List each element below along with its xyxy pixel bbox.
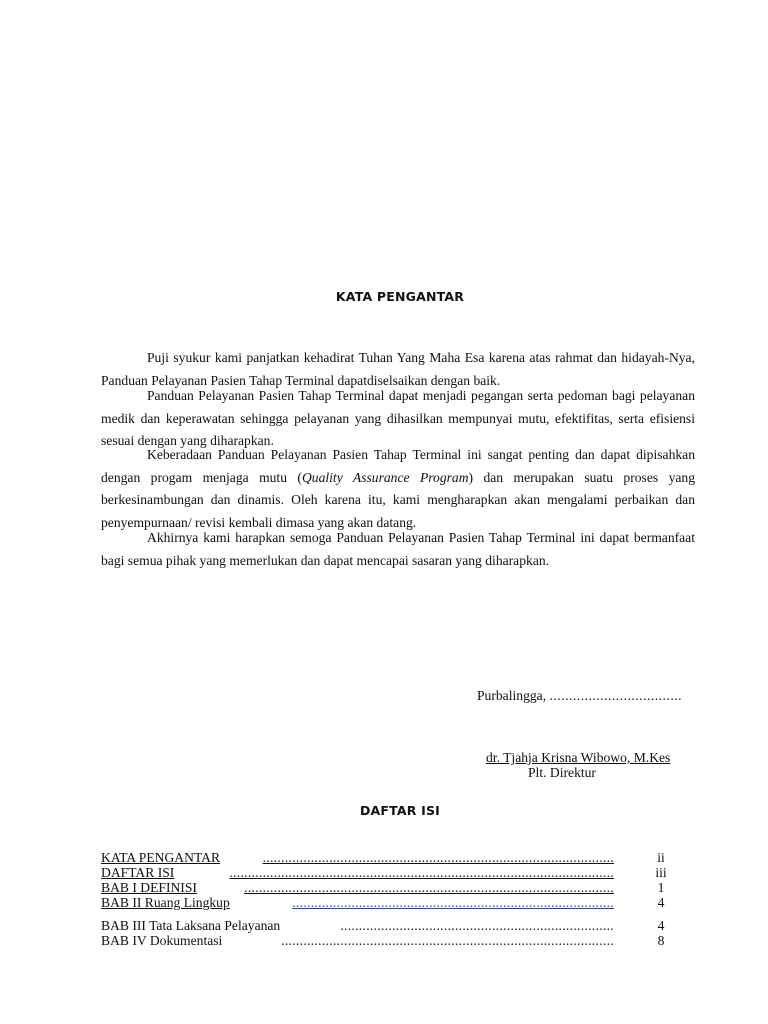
toc-entry-page: 4: [657, 895, 665, 910]
signature-place-date: [477, 688, 682, 704]
toc-entry-leader: ..........................................................................: [340, 918, 614, 933]
toc-entry[interactable]: [101, 865, 671, 881]
preface-paragraph-text: Panduan Pelayanan Pasien Tahap Terminal dapat menjadi pegangan serta pedoman bagi pelayanan medik dan keperawatan sehingga pelayanan yang dihasilkan mempunyai mutu, efektifitas, serta efisiensi sesuai dengan yang diharapkan.: [101, 388, 695, 448]
toc-entry-page: 1: [657, 880, 665, 895]
preface-paragraph-text: Akhirnya kami harapkan semoga Panduan Pelayanan Pasien Tahap Terminal ini dapat bermanfaat bagi semua pihak yang memerlukan dan dapat mencapai sasaran yang diharapkan.: [101, 530, 695, 568]
toc-entry-page: iii: [655, 865, 667, 880]
toc-entry-leader: ..........................................................................................: [281, 933, 614, 948]
signature-position: Plt. Direktur: [528, 765, 596, 780]
toc-entry-label: BAB IV Dokumentasi: [101, 933, 223, 948]
toc-entry[interactable]: [101, 895, 671, 911]
toc-entry: [101, 918, 671, 934]
toc-entry-leader: ...............................................................................................: [262, 850, 614, 865]
signature-place: Purbalingga,: [477, 688, 550, 703]
preface-paragraph-text: ) dan merupakan suatu proses yang berkesinambungan dan dinamis. Oleh karena itu, kami mengharapkan akan mengalami perbaikan dan penyempurnaan/ revisi kembali dimasa yang akan datang.: [101, 469, 695, 530]
toc-entry-leader: .......................................................................................: [292, 895, 614, 910]
toc-entry[interactable]: [101, 880, 671, 896]
signature-name: dr. Tjahja Krisna Wibowo, M.Kes: [486, 750, 671, 765]
toc-entry-page: 4: [657, 918, 665, 933]
toc-title: DAFTAR ISI: [359, 803, 441, 818]
toc-entry: [101, 933, 671, 949]
preface-paragraph-4: [101, 527, 695, 572]
toc-entry-label[interactable]: DAFTAR ISI: [101, 865, 175, 880]
toc-entry-page: ii: [657, 850, 665, 865]
signature-date-dots: ..................................: [549, 688, 683, 703]
toc-entry-label[interactable]: BAB II Ruang Lingkup: [101, 895, 230, 910]
toc-entry-leader: ........................................................................................................: [229, 865, 614, 880]
preface-paragraph-3: [101, 444, 695, 534]
toc-entry-page: 8: [657, 933, 665, 948]
preface-paragraph-text: Keberadaan Panduan Pelayanan Pasien Tahap Terminal ini sangat penting dan dapat dipisahkan dengan progam menjaga mutu (: [101, 447, 695, 485]
preface-title: KATA PENGANTAR: [335, 289, 465, 304]
toc-entry-label[interactable]: KATA PENGANTAR: [101, 850, 221, 865]
toc-entry[interactable]: [101, 850, 671, 866]
toc-entry-label[interactable]: BAB I DEFINISI: [101, 880, 197, 895]
preface-paragraph-text: Puji syukur kami panjatkan kehadirat Tuhan Yang Maha Esa karena atas rahmat dan hidayah-Nya, Panduan Pelayanan Pasien Tahap Terminal dapatdiselsaikan dengan baik.: [101, 350, 695, 388]
toc-entry-leader: ....................................................................................................: [244, 880, 614, 895]
preface-emphasis: Quality Assurance Program: [301, 469, 469, 485]
preface-paragraph-2: [101, 385, 695, 453]
toc-entry-label: BAB III Tata Laksana Pelayanan: [101, 918, 281, 933]
